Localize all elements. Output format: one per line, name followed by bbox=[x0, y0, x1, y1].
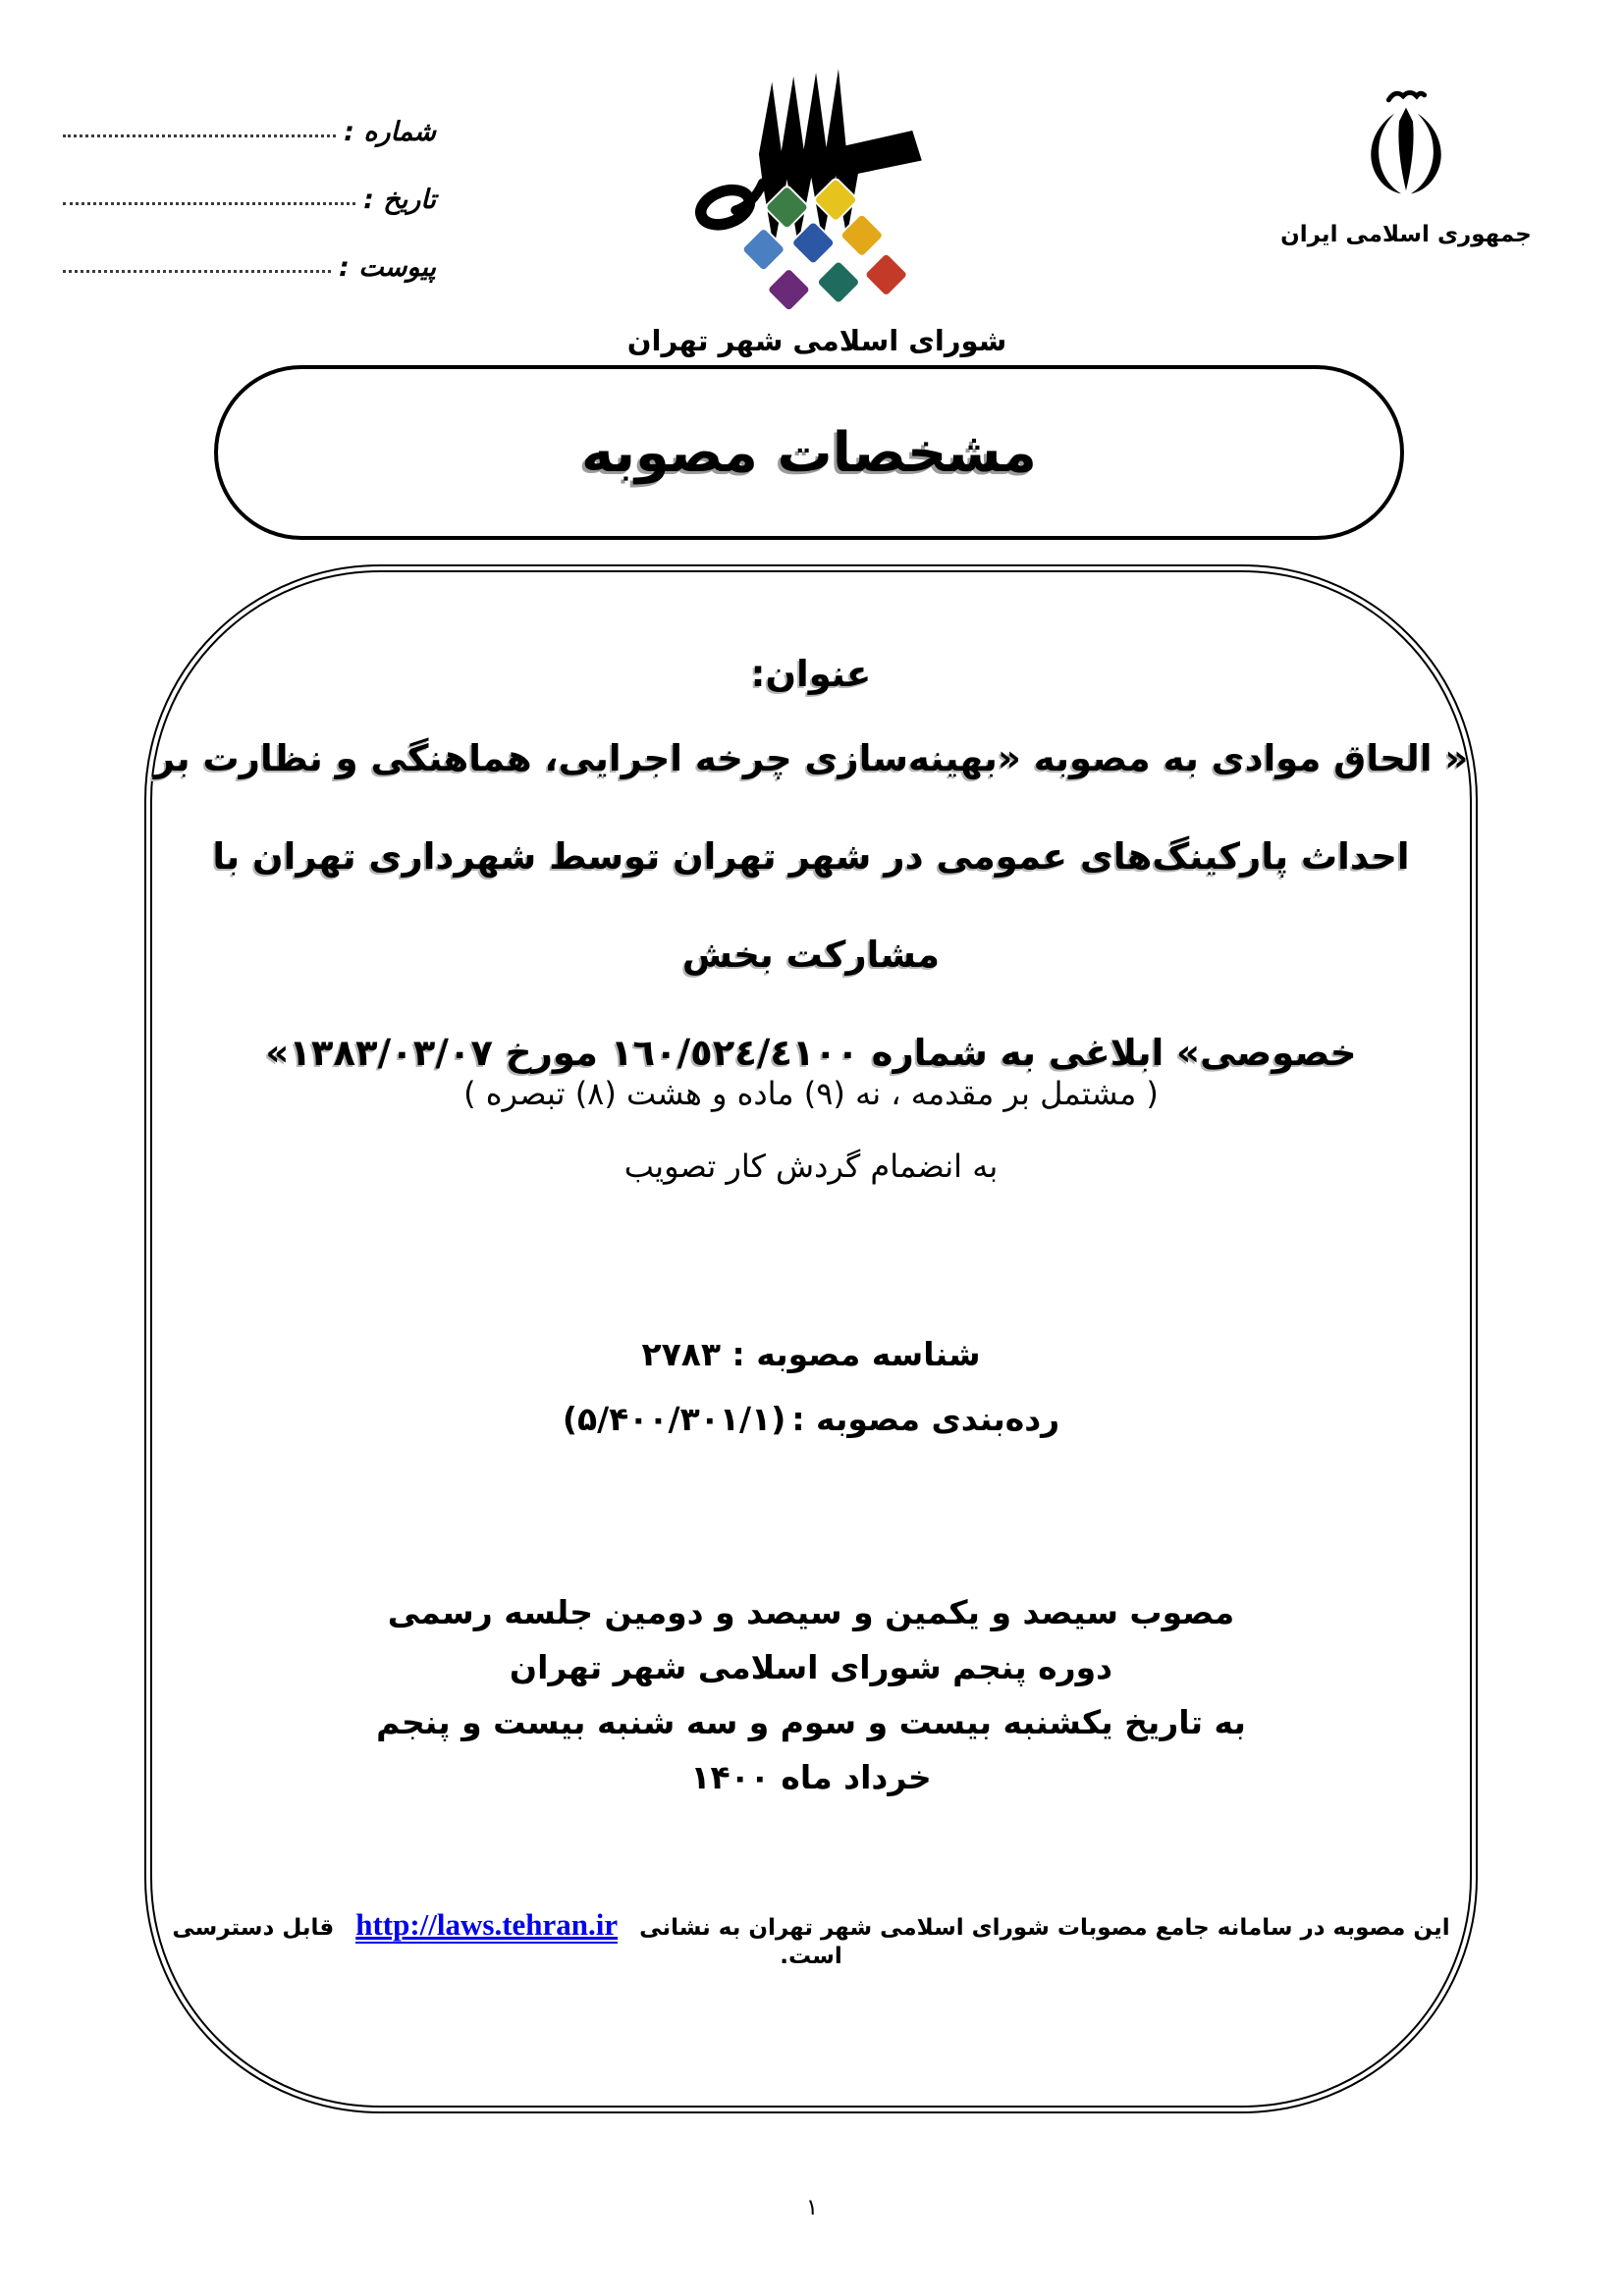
letterhead-field-number bbox=[61, 102, 440, 147]
council-logo-icon bbox=[677, 65, 957, 318]
laws-portal-link[interactable]: http://laws.tehran.ir bbox=[355, 1907, 619, 1942]
resolution-id-label: شناسه مصوبه : bbox=[731, 1335, 981, 1373]
calligraphic-loop bbox=[696, 184, 754, 231]
resolution-class-value: (۵/۴۰۰/۳۰۱/۱) bbox=[562, 1400, 786, 1438]
number-field-dotted-line bbox=[63, 134, 336, 137]
logo-diamond bbox=[741, 227, 786, 272]
access-note bbox=[146, 1909, 1476, 1969]
session-line: خرداد ماه ۱۴۰۰ bbox=[690, 1758, 932, 1796]
page-number: ۱ bbox=[805, 2195, 819, 2220]
resolution-title bbox=[146, 710, 1476, 1102]
session-line: دوره پنجم شورای اسلامی شهر تهران bbox=[509, 1648, 1113, 1686]
contents-note: ( مشتمل بر مقدمه ، نه (۹) ماده و هشت (۸) تبصره ) bbox=[463, 1075, 1159, 1112]
resolution-id-line bbox=[146, 1322, 1476, 1387]
spec-title-box bbox=[214, 365, 1404, 540]
national-emblem bbox=[1259, 84, 1553, 247]
spec-title: مشخصات مصوبه bbox=[581, 420, 1037, 485]
council-logo-caption: شورای اسلامی شهر تهران bbox=[626, 324, 1007, 357]
resolution-title-line: « الحاق موادی به مصوبه «بهینه‌سازی چرخه اجرایی، هماهنگی و نظارت بر bbox=[153, 737, 1469, 779]
number-field-label: شماره : bbox=[344, 117, 436, 147]
attachment-note: به انضمام گردش کار تصویب bbox=[623, 1148, 999, 1185]
resolution-title-line: خصوصی» ابلاغی به شماره ١٦٠/٥٢٤/٤١٠٠ مورخ ١٣٨٣/٠٣/٠٧» bbox=[265, 1032, 1357, 1074]
council-logo bbox=[601, 65, 1033, 357]
resolution-main-box bbox=[144, 564, 1478, 2113]
emblem-sword bbox=[1398, 108, 1413, 191]
resolution-class-label: رده‌بندی مصوبه : bbox=[791, 1400, 1060, 1438]
resolution-id-value: ۲۷۸۳ bbox=[641, 1335, 722, 1373]
resolution-title-line: احداث پارکینگ‌های عمومی در شهر تهران توسط شهرداری تهران با مشارکت بخش bbox=[212, 835, 1410, 976]
session-line: مصوب سیصد و یکمین و سیصد و دومین جلسه رسمی bbox=[387, 1593, 1235, 1631]
access-note-after: قابل دسترسی است. bbox=[172, 1915, 842, 1969]
access-note-before: این مصوبه در سامانه جامع مصوبات شورای اسلامی شهر تهران به نشانی bbox=[639, 1915, 1450, 1941]
emblem-caption: جمهوری اسلامی ایران bbox=[1280, 222, 1532, 247]
attachment-field-dotted-line bbox=[63, 270, 331, 273]
letterhead-fields bbox=[61, 102, 440, 305]
session-block bbox=[146, 1585, 1476, 1805]
resolution-class-line bbox=[146, 1387, 1476, 1452]
iran-emblem-icon bbox=[1348, 84, 1464, 210]
contents-block bbox=[146, 1057, 1476, 1202]
emblem-crescent-left bbox=[1371, 114, 1401, 194]
attachment-field-label: پیوست : bbox=[339, 252, 436, 283]
emblem-crescent-right bbox=[1411, 114, 1441, 194]
logo-diamond bbox=[864, 252, 909, 297]
letterhead-field-date bbox=[61, 170, 440, 215]
session-line: به تاریخ یکشنبه بیست و سوم و سه شنبه بیست و پنجم bbox=[376, 1703, 1246, 1741]
title-label: عنوان: bbox=[750, 653, 872, 695]
emblem-tashdid bbox=[1388, 92, 1424, 99]
letterhead-field-attachment bbox=[61, 238, 440, 283]
logo-diamond bbox=[816, 260, 861, 305]
logo-diamond bbox=[766, 267, 811, 312]
meta-block bbox=[146, 1322, 1476, 1452]
date-field-label: تاریخ : bbox=[363, 185, 436, 215]
date-field-dotted-line bbox=[63, 202, 355, 205]
